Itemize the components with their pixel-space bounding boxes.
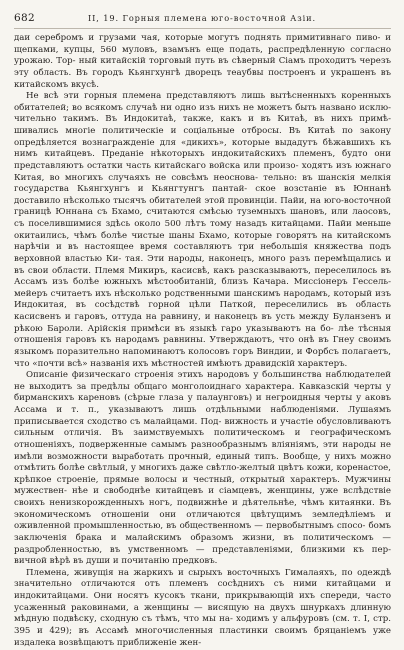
paragraph: Племена, живущія на жаркихъ и сырыхъ восточныхъ Гималаяхъ, по одеждѣ значительно отличаются отъ племенъ сосѣднихъ съ ними китайцами и индокитайцами. Они носятъ кусокъ ткани, прикрывающій ихъ спереди, часто усаженный раковинами, а женщины — висящую на двухъ шнуркахъ длинную мѣдную подвѣску, сходную съ тѣмъ, что мы на- ходимъ у альфуровъ (см. т. I, стр. 395 и 429); въ Ассамѣ многочисленныя пластинки своимъ бряцаніемъ уже издалека возвѣщаютъ приближеніе жен- bbox=[14, 567, 391, 648]
body-text bbox=[14, 33, 391, 649]
paragraph: даи серебромъ и грузами чая, которые могутъ поднять примитивнаго пиво- и щепками, купцы, 560 муловъ, взамънъ еще подать, распредѣленную согласно урожаю. Тор- ный китайскій торговый путь въ сѣверный Сіамъ проходитъ черезъ эту область. Въ городъ Кьянгхунгѣ дворецъ теаубвы построенъ и украшенъ въ китайскомъ вкусѣ. bbox=[14, 33, 391, 90]
running-title: II, 19. Горныя племена юго-восточной Азіи. bbox=[88, 13, 316, 23]
page-number: 682 bbox=[14, 12, 35, 24]
page-header bbox=[14, 12, 391, 29]
paragraph: Описаніе физическаго строенія этихъ народовъ у большинства наблюдателей не выходитъ за предѣлы общаго монголоиднаго характера. Кавказскій черты у бирманскихъ кареновъ (сѣрые глаза у палаунговъ) и негроидныя черты у аковъ Ассама и т. п., указываютъ лишь отдѣльными наблюденіями. Лушаямъ приписывается сходство съ малайцами. Под- вижность и участіе обусловливаютъ сильным отличія. Въ заимствуемыхъ политическомъ и географическомъ отношеніяхъ, подверженные самымъ разнообразнымъ вліяніямъ, эти народы не имѣли возможности выработать прочный, единый типъ. Вообще, у нихъ можно отмѣтить болѣе свѣтлый, у многихъ даже свѣтло-желтый цвѣтъ кожи, коренастое, крѣпкое строеніе, прямые волосы и честный, открытый характеръ. Мужчины мужествен- нѣе и свободнѣе китайцевъ и сіамцевъ, женщины, уже вслѣдствіе своихъ ненизкорожденныхъ ногъ, подвижнѣе и дѣятельнѣе, чѣмъ китаянки. Въ экономическомъ отношеніи они отличаются цвѣтущимъ земледѣліемъ и оживленной промышленностью, въ общественномъ — первобытнымъ спосо- бомъ заключенія брака и малайскимъ образомъ жизни, въ политическомъ — раздробленностью, въ умственномъ — представленіями, близкими къ пер- вичной вѣрѣ въ души и почитанію предковъ. bbox=[14, 370, 391, 567]
paragraph: Не всѣ эти горныя племена представляютъ лишь вытѣсненныхъ коренныхъ обитателей; во всякомъ случаѣ ни одно изъ нихъ не можетъ быть названо исклю- чительно такимъ. Въ Индокитаѣ, также, какъ и въ Китаѣ, въ нихъ примѣ- шивались многіе политическіе и соціальные отбросы. Въ Китаѣ по закону опредѣляется вознагражденіе для «дикихъ», которые выдадутъ бѣжавшихъ къ нимъ китайцевъ. Преданіе нѣкоторыхъ индокитайскихъ племенъ, будто они представляютъ остатки часть китайскаго войска или произо- ходятъ изъ южнаго Китая, во многихъ случаяхъ не совсѣмъ неоснова- тельно: въ шанскія мелкія государства Кьянгхунгъ и Кьянгтунгъ пантай- ское возстаніе въ Юннанѣ доставило нѣсколько тысячъ обитателей этой провинціи. Пайи, на юго-восточной границѣ Юннана съ Бхамо, считаются смѣсью туземныхъ шановъ, или лаосовъ, съ поселившимися здѣсь около 500 лѣтъ тому назадъ китайцами. Пайи меньше окитаились, чѣмъ болѣе чистые шаны Бхамо, которые говорятъ на китайскомъ нарѣчіи и въ настоящее время составляютъ три небольшія княжества подъ верховной властью Ки- тая. Эти народы, наконецъ, много разъ перемѣщались и въ свои области. Племя Микиръ, касисвѣ, какъ разсказываютъ, переселилось въ Ассамъ изъ болѣе южныхъ мѣстообитаній, близъ Качара. Миссіонеръ Гессель- мейеръ считаетъ ихъ нѣсколько родственными шанскимъ народамъ, который изъ Индокитая, въ сосѣдствѣ горной цѣли Паткой, переселились въ область касисвенъ и гаровъ, оттуда на равнину, и наконецъ въ усть между Буланзенъ и рѣкою Бароли. Арійскія примѣси въ языкѣ гаро указываютъ на бо- лѣе тѣсныя отношенія гаровъ къ народамъ равнины. Утверждаютъ, что онѣ въ Гнеу своимъ языкомъ поразительно напоминаютъ колосовъ горъ Виндии, и Форбсъ полагаетъ, что «почти всѣ» названія ихъ мѣстностей имѣютъ дравидскій характеръ. bbox=[14, 91, 391, 369]
